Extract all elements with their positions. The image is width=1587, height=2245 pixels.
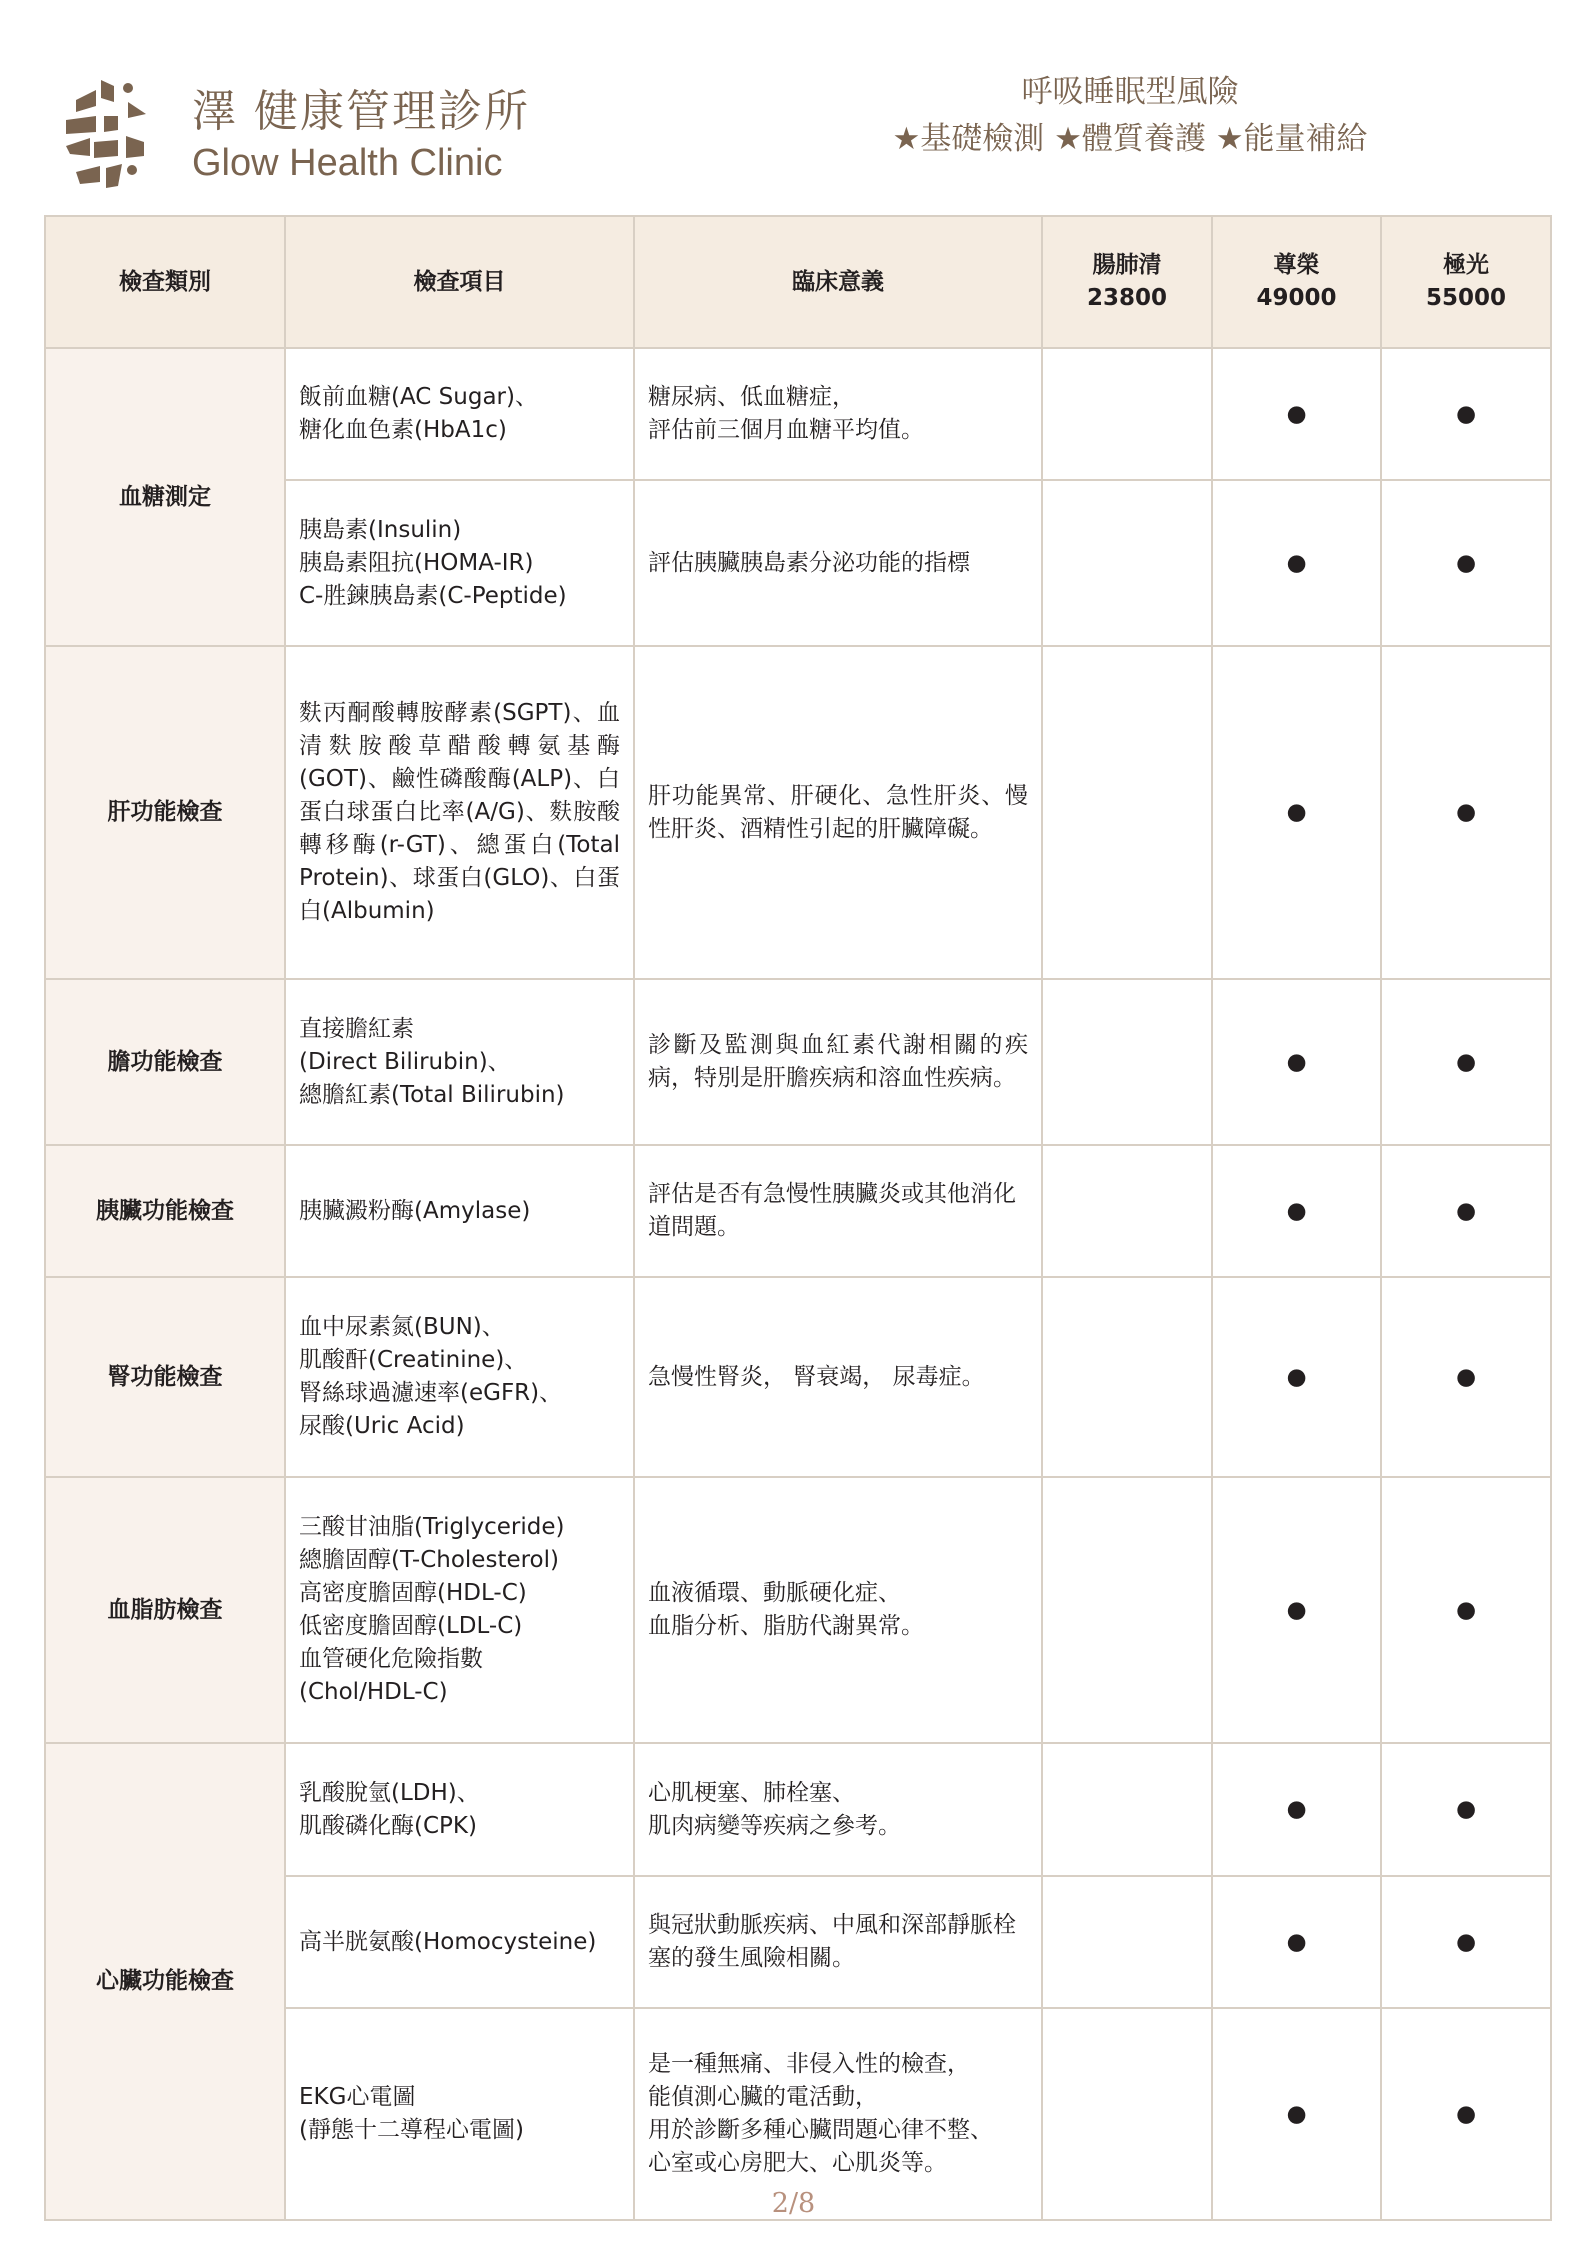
col-header-meaning: 臨床意義 — [634, 216, 1042, 348]
item-cell: 麩丙酮酸轉胺酵素(SGPT)、血清麩胺酸草醋酸轉氨基酶(GOT)、鹼性磷酸酶(ALP)、白蛋白球蛋白比率(A/G)、麩胺酸轉移酶(r-GT)、總蛋白(Total Protein)、球蛋白(GLO)、白蛋白(Albumin) — [285, 646, 634, 979]
plan-name: 腸肺清 — [1092, 252, 1162, 278]
table-row — [45, 1277, 1551, 1477]
meaning-cell: 糖尿病、低血糖症， 評估前三個月血糖平均值。 — [634, 348, 1042, 480]
clinic-logo-mark-icon — [66, 76, 176, 196]
plan-mark-cell: ● — [1212, 1477, 1381, 1743]
plan-name: 尊榮 — [1273, 252, 1320, 278]
plan-price: 49000 — [1256, 285, 1337, 311]
item-cell: 血中尿素氮(BUN)、 肌酸酐(Creatinine)、 腎絲球過濾速率(eGFR)、 尿酸(Uric Acid) — [285, 1277, 634, 1477]
plan-mark-cell — [1042, 1145, 1212, 1277]
category-cell: 胰臟功能檢查 — [45, 1145, 285, 1277]
col-header-plan-2 — [1212, 216, 1381, 348]
plan-mark-cell: ● — [1212, 480, 1381, 646]
plan-name: 極光 — [1443, 252, 1489, 278]
clinic-name-english: Glow Health Clinic — [192, 142, 503, 184]
item-cell: 直接膽紅素 (Direct Bilirubin)、 總膽紅素(Total Bilirubin) — [285, 979, 634, 1145]
plan-mark-cell: ● — [1212, 1277, 1381, 1477]
plan-mark-cell: ● — [1381, 1477, 1551, 1743]
plan-mark-cell: ● — [1212, 2008, 1381, 2220]
plan-mark-cell: ● — [1212, 646, 1381, 979]
meaning-cell: 與冠狀動脈疾病、中風和深部靜脈栓塞的發生風險相關。 — [634, 1876, 1042, 2008]
plan-mark-cell: ● — [1381, 1876, 1551, 2008]
page-title: 呼吸睡眠型風險 — [1021, 74, 1239, 110]
item-cell: 胰臟澱粉酶(Amylase) — [285, 1145, 634, 1277]
plan-price: 23800 — [1086, 285, 1168, 311]
item-cell: 三酸甘油脂(Triglyceride) 總膽固醇(T-Cholesterol) 高密度膽固醇(HDL-C) 低密度膽固醇(LDL-C) 血管硬化危險指數 (Chol/HDL-C) — [285, 1477, 634, 1743]
plan-mark-cell — [1042, 348, 1212, 480]
table-row — [45, 348, 1551, 480]
table-row — [45, 979, 1551, 1145]
item-cell: 高半胱氨酸(Homocysteine) — [285, 1876, 634, 2008]
table-header-row — [45, 216, 1551, 348]
item-cell: 乳酸脫氫(LDH)、 肌酸磷化酶(CPK) — [285, 1743, 634, 1876]
meaning-cell: 評估是否有急慢性胰臟炎或其他消化道問題。 — [634, 1145, 1042, 1277]
plan-mark-cell: ● — [1212, 1876, 1381, 2008]
plan-mark-cell: ● — [1212, 979, 1381, 1145]
table-row — [45, 1743, 1551, 1876]
meaning-cell: 血液循環、動脈硬化症、 血脂分析、脂肪代謝異常。 — [634, 1477, 1042, 1743]
col-header-plan-3 — [1381, 216, 1551, 348]
plan-price: 55000 — [1425, 285, 1507, 311]
clinic-name-chinese: 澤 健康管理診所 — [192, 86, 530, 137]
plan-mark-cell: ● — [1381, 480, 1551, 646]
meaning-cell: 評估胰臟胰島素分泌功能的指標 — [634, 480, 1042, 646]
plan-mark-cell: ● — [1381, 1277, 1551, 1477]
plan-mark-cell: ● — [1212, 1145, 1381, 1277]
plan-mark-cell: ● — [1212, 348, 1381, 480]
page-header — [820, 70, 1440, 164]
meaning-cell: 診斷及監測與血紅素代謝相關的疾病，特別是肝膽疾病和溶血性疾病。 — [634, 979, 1042, 1145]
category-cell: 腎功能檢查 — [45, 1277, 285, 1477]
item-cell: 胰島素(Insulin) 胰島素阻抗(HOMA-IR) C-胜鍊胰島素(C-Peptide) — [285, 480, 634, 646]
plan-mark-cell — [1042, 646, 1212, 979]
category-cell: 血脂肪檢查 — [45, 1477, 285, 1743]
meaning-cell: 心肌梗塞、肺栓塞、 肌肉病變等疾病之參考。 — [634, 1743, 1042, 1876]
page-number: 2/8 — [771, 2188, 816, 2219]
category-cell: 肝功能檢查 — [45, 646, 285, 979]
plan-mark-cell — [1042, 1876, 1212, 2008]
exam-table — [44, 215, 1552, 2221]
plan-mark-cell: ● — [1212, 1743, 1381, 1876]
plan-mark-cell: ● — [1381, 1743, 1551, 1876]
plan-mark-cell: ● — [1381, 1145, 1551, 1277]
col-header-plan-1 — [1042, 216, 1212, 348]
category-cell: 膽功能檢查 — [45, 979, 285, 1145]
plan-mark-cell: ● — [1381, 979, 1551, 1145]
table-row — [45, 1145, 1551, 1277]
plan-mark-cell — [1042, 1743, 1212, 1876]
plan-mark-cell: ● — [1381, 348, 1551, 480]
plan-mark-cell — [1042, 1277, 1212, 1477]
plan-mark-cell — [1042, 1477, 1212, 1743]
meaning-cell: 是一種無痛、非侵入性的檢查， 能偵測心臟的電活動， 用於診斷多種心臟問題心律不整、 心室或心房肥大、心肌炎等。 — [634, 2008, 1042, 2220]
meaning-cell: 急慢性腎炎， 腎衰竭， 尿毒症。 — [634, 1277, 1042, 1477]
item-cell: EKG心電圖 (靜態十二導程心電圖) — [285, 2008, 634, 2220]
plan-mark-cell: ● — [1381, 646, 1551, 979]
meaning-cell: 肝功能異常、肝硬化、急性肝炎、慢性肝炎、酒精性引起的肝臟障礙。 — [634, 646, 1042, 979]
item-cell: 飯前血糖(AC Sugar)、 糖化血色素(HbA1c) — [285, 348, 634, 480]
category-cell: 血糖測定 — [45, 348, 285, 646]
plan-mark-cell — [1042, 979, 1212, 1145]
page-subtitle: ★基礎檢測 ★體質養護 ★能量補給 — [892, 121, 1368, 157]
table-row — [45, 646, 1551, 979]
category-cell: 心臟功能檢查 — [45, 1743, 285, 2220]
plan-mark-cell: ● — [1381, 2008, 1551, 2220]
col-header-category: 檢查類別 — [45, 216, 285, 348]
col-header-item: 檢查項目 — [285, 216, 634, 348]
table-row — [45, 1477, 1551, 1743]
plan-mark-cell — [1042, 480, 1212, 646]
